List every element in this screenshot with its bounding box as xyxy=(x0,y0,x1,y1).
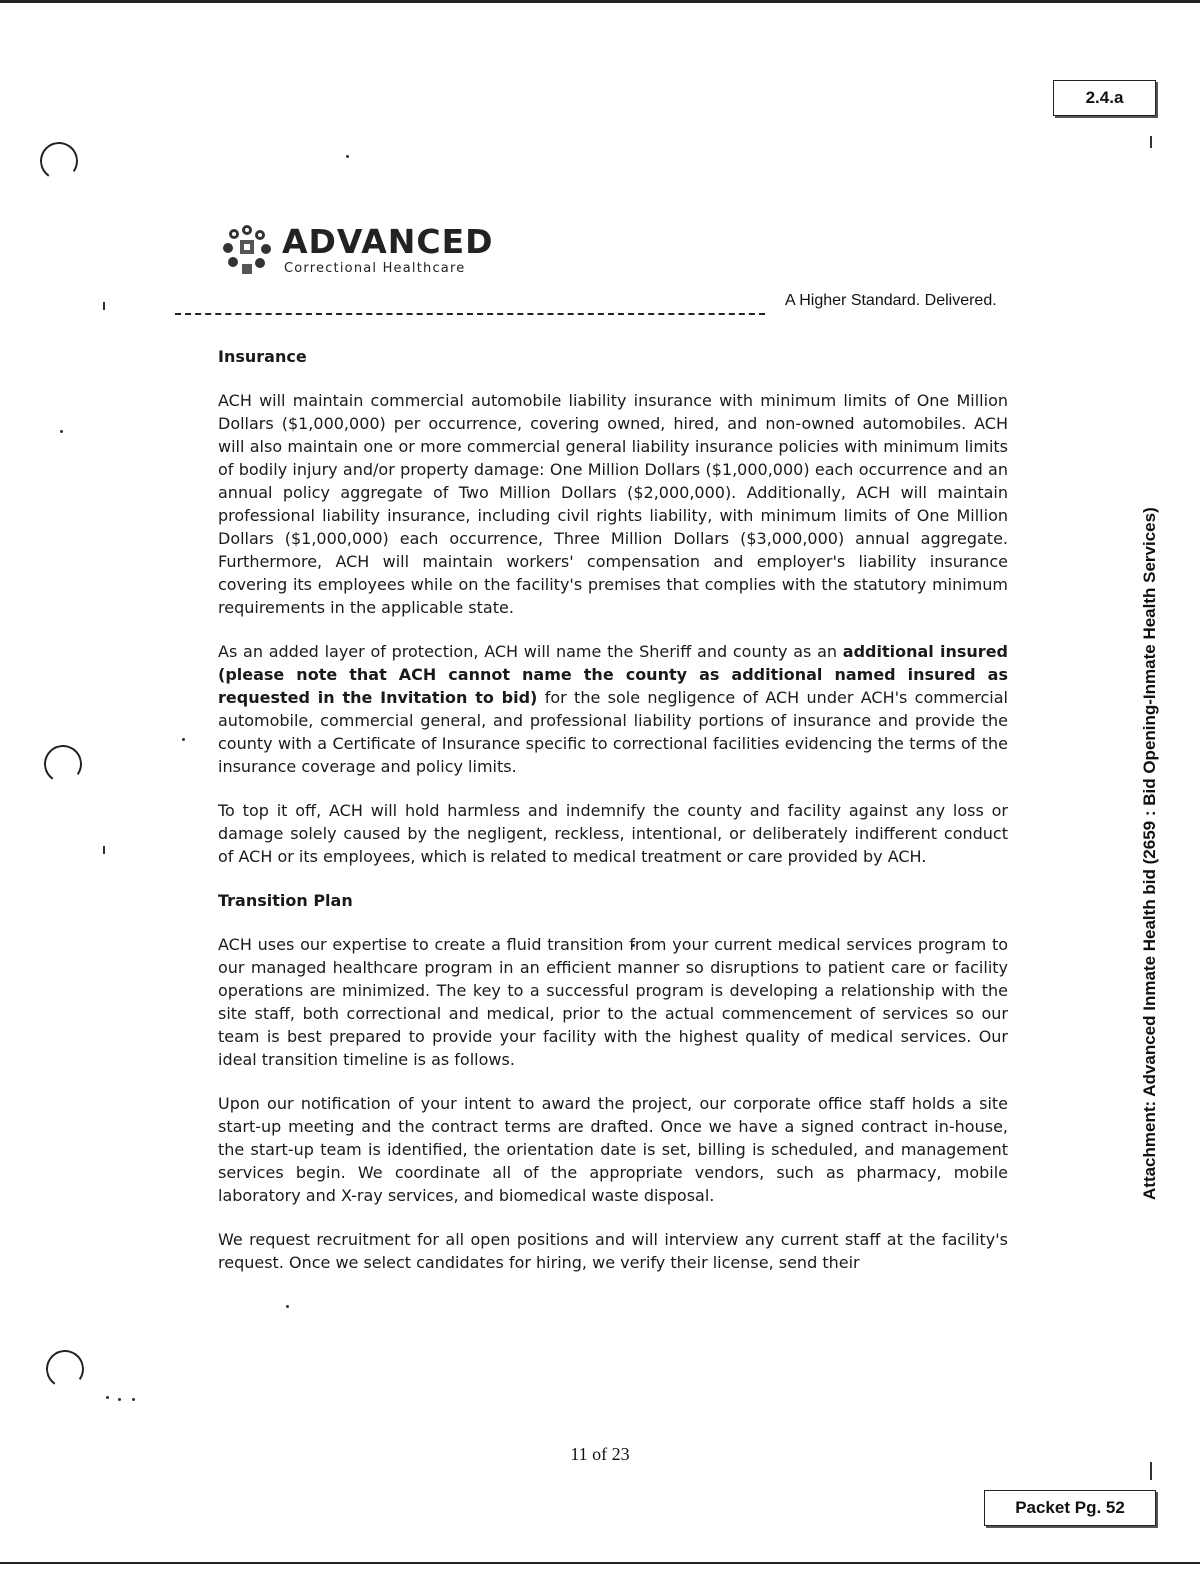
header-divider xyxy=(175,313,765,315)
scan-speck xyxy=(106,1396,109,1399)
packet-page-label: Packet Pg. 52 xyxy=(984,1490,1156,1526)
scan-speck xyxy=(118,1398,121,1401)
transition-paragraph-3: We request recruitment for all open positions and will interview any current staff at the facility's request. Once we select candidates for hiring, we verify their license, send their xyxy=(218,1230,1008,1272)
attachment-side-label: Attachment: Advanced Inmate Health bid (2659 : Bid Opening-Inmate Health Services) xyxy=(1140,507,1159,1200)
transition-paragraph-2: Upon our notification of your intent to award the project, our corporate office staff holds a site start-up meeting and the contract terms are drafted. Once we have a signed contract in-house, the start-up team is identified, the orientation date is set, billing is scheduled, and management services begin. We coordinate all of the appropriate vendors, such as pharmacy, mobile laboratory and X-ray services, and biomedical waste disposal. xyxy=(218,1094,1008,1205)
scan-speck xyxy=(286,1305,289,1308)
transition-paragraph-1: ACH uses our expertise to create a fluid transition from your current medical services program to our managed healthcare program in an efficient manner so disruptions to patient care or facility operations are minimized. The key to a successful program is developing a relationship with the site staff, both correctional and medical, prior to the actual commencement of services so our team is best prepared to provide your facility with the highest quality of medical services. Our ideal transition timeline is as follows. xyxy=(218,935,1008,1069)
punch-hole xyxy=(41,742,85,786)
company-name: ADVANCED xyxy=(282,221,494,261)
page-number: 11 of 23 xyxy=(570,1444,630,1464)
insurance-paragraph-2 xyxy=(218,640,1008,778)
document-body xyxy=(218,345,1008,1295)
company-logo xyxy=(220,222,494,278)
bottom-border xyxy=(0,1562,1200,1564)
company-subtitle: Correctional Healthcare xyxy=(284,260,466,276)
insurance-p2-text: As an added layer of protection, ACH will name the Sheriff and county as an xyxy=(218,642,843,661)
punch-hole xyxy=(43,1347,87,1391)
scan-speck xyxy=(132,1398,135,1401)
scan-speck xyxy=(1150,136,1152,148)
insurance-p2-bold-text: additional insured (please note that ACH cannot name the county as additional named insured as requested in the Invitation to bid) xyxy=(218,642,1008,707)
scan-speck xyxy=(60,430,63,433)
logo-emblem-icon xyxy=(220,222,272,278)
insurance-paragraph-1: ACH will maintain commercial automobile liability insurance with minimum limits of One Million Dollars ($1,000,000) per occurrence, covering owned, hired, and non-owned automobiles. ACH will also maintain one or more commercial general liability insurance policies with minimum limits of bodily injury and/or property damage: One Million Dollars ($1,000,000) each occurrence and an annual policy aggregate of Two Million Dollars ($2,000,000). Additionally, ACH will maintain professional liability insurance, including civil rights liability, with minimum limits of One Million Dollars ($1,000,000) each occurrence, Three Million Dollars ($3,000,000) annual aggregate. Furthermore, ACH will maintain workers' compensation and employer's liability insurance covering its employees while on the facility's premises that complies with the statutory minimum requirements in the applicable state. xyxy=(218,391,1008,617)
insurance-paragraph-3: To top it off, ACH will hold harmless and indemnify the county and facility against any loss or damage solely caused by the negligent, reckless, intentional, or deliberately indifferent conduct of ACH or its employees, which is related to medical treatment or care provided by ACH. xyxy=(218,801,1008,866)
scan-speck xyxy=(346,155,349,158)
punch-hole xyxy=(37,139,81,183)
insurance-p2-text-end: for the sole negligence of ACH under ACH's commercial automobile, commercial general, and professional liability portions of insurance and provide the county with a Certificate of Insurance specific to correctional facilities evidencing the terms of the insurance coverage and policy limits. xyxy=(218,688,1009,776)
agenda-item-label: 2.4.a xyxy=(1053,80,1156,116)
company-tagline: A Higher Standard. Delivered. xyxy=(785,292,997,309)
top-border xyxy=(0,0,1200,3)
scan-speck xyxy=(103,846,105,854)
section-heading-transition: Transition Plan xyxy=(218,891,353,910)
scan-speck xyxy=(182,738,185,741)
section-heading-insurance: Insurance xyxy=(218,347,307,366)
scan-speck xyxy=(103,302,105,310)
